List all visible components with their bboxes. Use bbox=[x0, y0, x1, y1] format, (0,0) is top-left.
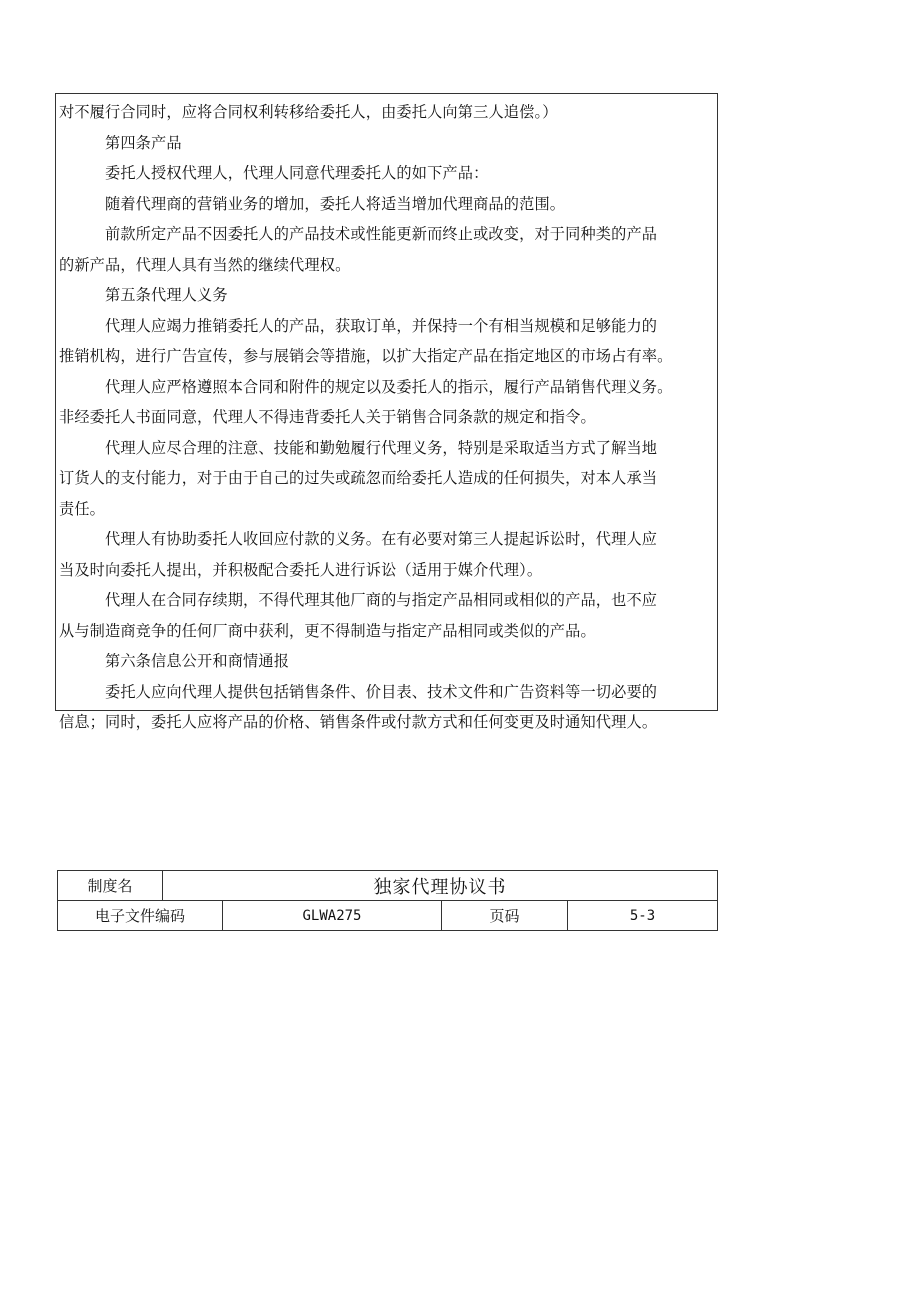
paragraph-14: 责任。 bbox=[59, 499, 106, 518]
file-code-label: 电子文件编码 bbox=[58, 901, 223, 931]
paragraph-5: 前款所定产品不因委托人的产品技术或性能更新而终止或改变，对于同种类的产品 bbox=[105, 225, 658, 243]
contract-body bbox=[55, 93, 718, 731]
paragraph-3: 委托人授权代理人，代理人同意代理委托人的如下产品： bbox=[105, 164, 489, 182]
paragraph-21: 信息；同时，委托人应将产品的价格、销售条件或付款方式和任何变更及时通知代理人。 bbox=[59, 713, 658, 731]
page-label: 页码 bbox=[442, 901, 568, 931]
article-5-heading: 第五条代理人义务 bbox=[105, 286, 228, 304]
paragraph-10: 代理人应严格遵照本合同和附件的规定以及委托人的指示，履行产品销售代理义务。 bbox=[105, 377, 673, 396]
paragraph-1: 对不履行合同时，应将合同权利转移给委托人，由委托人向第三人追偿。） bbox=[59, 103, 558, 121]
article-6-heading: 第六条信息公开和商情通报 bbox=[105, 652, 290, 670]
file-code-value: GLWA275 bbox=[223, 901, 442, 931]
file-info-row bbox=[58, 901, 718, 931]
system-name-row bbox=[58, 871, 718, 901]
paragraph-9: 推销机构，进行广告宣传，参与展销会等措施，以扩大指定产品在指定地区的市场占有率。 bbox=[59, 347, 673, 365]
article-4-heading: 第四条产品 bbox=[105, 133, 182, 152]
paragraph-17: 代理人在合同存续期，不得代理其他厂商的与指定产品相同或相似的产品，也不应 bbox=[105, 591, 658, 609]
paragraph-16: 当及时向委托人提出，并积极配合委托人进行诉讼（适用于媒介代理）。 bbox=[59, 560, 543, 579]
system-name-label: 制度名 bbox=[58, 871, 163, 901]
paragraph-13: 订货人的支付能力，对于由于自己的过失或疏忽而给委托人造成的任何损失，对本人承当 bbox=[59, 469, 658, 487]
paragraph-11: 非经委托人书面同意，代理人不得违背委托人关于销售合同条款的规定和指令。 bbox=[59, 408, 596, 426]
paragraph-4: 随着代理商的营销业务的增加，委托人将适当增加代理商品的范围。 bbox=[105, 194, 566, 213]
paragraph-12: 代理人应尽合理的注意、技能和勤勉履行代理义务，特别是采取适当方式了解当地 bbox=[105, 438, 658, 457]
system-name-value: 独家代理协议书 bbox=[163, 871, 718, 901]
paragraph-15: 代理人有协助委托人收回应付款的义务。在有必要对第三人提起诉讼时，代理人应 bbox=[105, 530, 658, 548]
page-number: 5-3 bbox=[568, 901, 718, 931]
paragraph-8: 代理人应竭力推销委托人的产品，获取订单，并保持一个有相当规模和足够能力的 bbox=[105, 316, 658, 335]
paragraph-18: 从与制造商竞争的任何厂商中获利，更不得制造与指定产品相同或类似的产品。 bbox=[59, 621, 596, 640]
document-info-table bbox=[57, 870, 718, 931]
paragraph-6: 的新产品，代理人具有当然的继续代理权。 bbox=[59, 255, 351, 274]
paragraph-20: 委托人应向代理人提供包括销售条件、价目表、技术文件和广告资料等一切必要的 bbox=[105, 682, 658, 701]
